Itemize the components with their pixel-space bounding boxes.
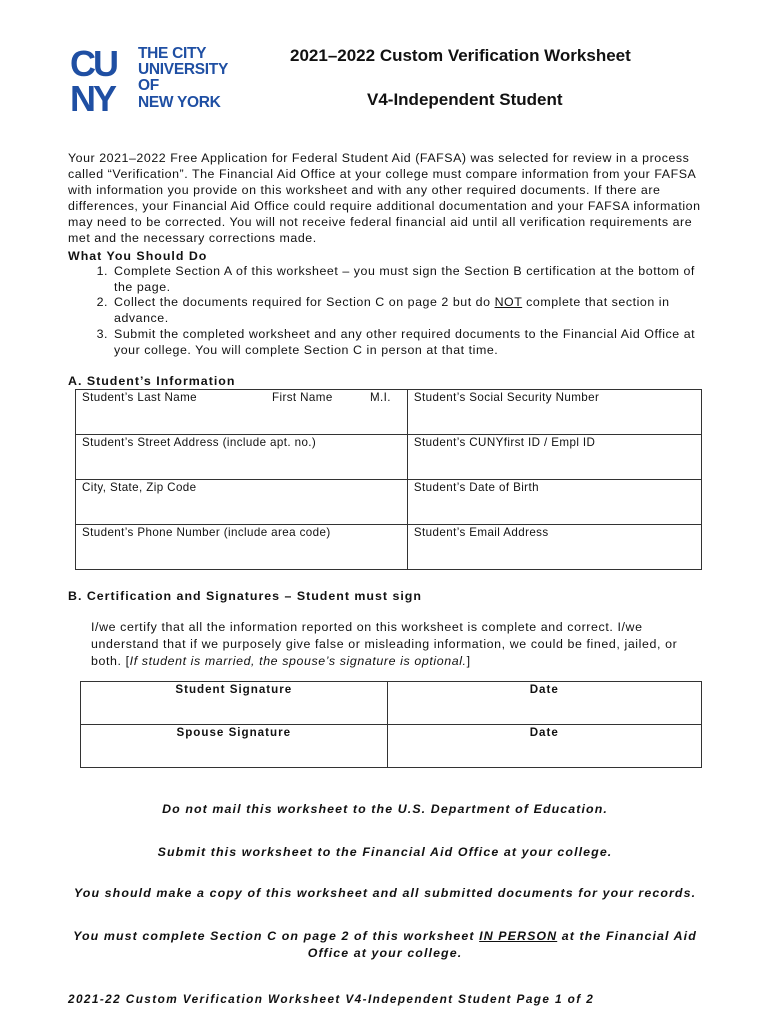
notice-do-not-mail: Do not mail this worksheet to the U.S. Department of Education.	[162, 802, 608, 816]
logo-mark-ny: NY	[70, 78, 115, 113]
step-number: 2.	[96, 295, 108, 310]
city-cell	[76, 480, 408, 525]
student-date-field[interactable]	[388, 698, 701, 724]
mi-label: M.I.	[370, 391, 391, 404]
ssn-label: Student’s Social Security Number	[413, 391, 600, 404]
student-signature-cell	[81, 682, 388, 725]
worksheet-title: 2021–2022 Custom Verification Worksheet	[290, 46, 631, 65]
logo-line: NEW YORK	[138, 93, 221, 111]
dob-label: Student’s Date of Birth	[413, 481, 539, 494]
address-label: Student’s Street Address (include apt. no.)	[82, 436, 317, 449]
email-field[interactable]	[408, 542, 701, 569]
cunyfirst-field[interactable]	[408, 452, 701, 479]
notice-submit: Submit this worksheet to the Financial Aid Office at your college.	[157, 845, 613, 859]
section-a-heading: A. Student’s Information	[68, 374, 236, 388]
spouse-date-field[interactable]	[388, 741, 701, 767]
step-text: Submit the completed worksheet and any other required documents to the Financial Aid Office at your college. You will complete Section C in person at that time.	[114, 326, 696, 357]
student-info-table	[75, 389, 702, 570]
step-number: 1.	[96, 264, 108, 278]
steps-list	[68, 264, 708, 358]
phone-label: Student’s Phone Number (include area code)	[82, 526, 331, 539]
student-signature-label: Student Signature	[175, 683, 293, 696]
step-number: 3.	[96, 326, 108, 341]
intro-text: Your 2021–2022 Free Application for Federal Student Aid (FAFSA) was selected for review in a process called “Verification”. The Financial Aid Office at your college must compare information from your FAFSA with information you provide on this worksheet and with any other required documents. If there are differences, your Financial Aid Office could require additional documentation and your FAFSA information may need to be corrected. You will not receive federal financial aid until all verification requirements are met and the necessary corrections made.	[68, 151, 701, 246]
cunyfirst-cell	[407, 435, 701, 480]
signature-table	[80, 681, 702, 768]
phone-field[interactable]	[76, 542, 407, 569]
notice-in-person-text: You must complete Section C on page 2 of this worksheet	[73, 929, 480, 943]
address-cell	[76, 435, 408, 480]
last-name-label: Student’s Last Name	[82, 391, 198, 404]
intro-paragraph	[68, 150, 708, 247]
section-b-heading: B. Certification and Signatures – Student must sign	[68, 589, 422, 603]
ssn-field[interactable]	[408, 407, 701, 434]
dob-cell	[407, 480, 701, 525]
step-item	[68, 327, 708, 358]
cuny-logo-text	[138, 46, 228, 111]
spouse-signature-label: Spouse Signature	[176, 726, 292, 739]
logo-line: THE CITY	[138, 45, 207, 62]
student-date-label: Date	[529, 683, 559, 696]
spouse-signature-field[interactable]	[81, 741, 387, 767]
logo-mark-cu: CU	[70, 45, 116, 84]
cunyfirst-label: Student’s CUNYfirst ID / Empl ID	[413, 436, 596, 449]
student-signature-field[interactable]	[81, 698, 387, 724]
notice-copy: You should make a copy of this worksheet and all submitted documents for your records.	[73, 886, 697, 900]
phone-cell	[76, 525, 408, 570]
step-item	[68, 295, 708, 326]
email-label: Student’s Email Address	[413, 526, 549, 539]
city-field[interactable]	[76, 497, 407, 524]
step-item	[68, 264, 708, 295]
student-date-cell	[387, 682, 701, 725]
what-you-should-do-heading: What You Should Do	[68, 249, 208, 263]
spouse-signature-cell	[81, 725, 388, 768]
notice-in-person	[60, 928, 710, 962]
cert-italic-note: If student is married, the spouse’s signature is optional.	[129, 654, 467, 668]
address-field[interactable]	[76, 452, 407, 479]
spouse-date-label: Date	[529, 726, 559, 739]
spouse-date-cell	[387, 725, 701, 768]
page-footer: 2021-22 Custom Verification Worksheet V4-Independent Student Page 1 of 2	[68, 992, 595, 1006]
step-text: Complete Section A of this worksheet – you must sign the Section B certification at the bottom of the page.	[114, 264, 695, 294]
worksheet-subtitle: V4-Independent Student	[367, 90, 563, 109]
step-text-part: complete that section in advance.	[114, 295, 670, 326]
cert-body: I/we certify that all the information reported on this worksheet is complete and correct. I/we understand that if we purposely give false or misleading information, we could be fined, jailed, or both. [	[91, 620, 678, 668]
logo-line: OF	[138, 77, 159, 95]
certification-text	[91, 619, 711, 670]
logo-line: UNIVERSITY	[138, 61, 229, 79]
step-text-part: Collect the documents required for Section C on page 2 but do	[114, 295, 495, 310]
cuny-logo-mark	[70, 45, 135, 113]
notice-in-person-text: at the Financial Aid Office at your college.	[307, 929, 697, 960]
name-cell	[76, 390, 408, 435]
cert-end: ]	[466, 654, 471, 668]
first-name-label: First Name	[272, 391, 333, 404]
step-text-underlined: NOT	[494, 295, 523, 310]
city-label: City, State, Zip Code	[82, 481, 197, 494]
step-text	[114, 295, 708, 326]
ssn-cell	[407, 390, 701, 435]
dob-field[interactable]	[408, 497, 701, 524]
name-field[interactable]	[76, 407, 407, 434]
email-cell	[407, 525, 701, 570]
notice-in-person-underlined: IN PERSON	[479, 929, 558, 943]
